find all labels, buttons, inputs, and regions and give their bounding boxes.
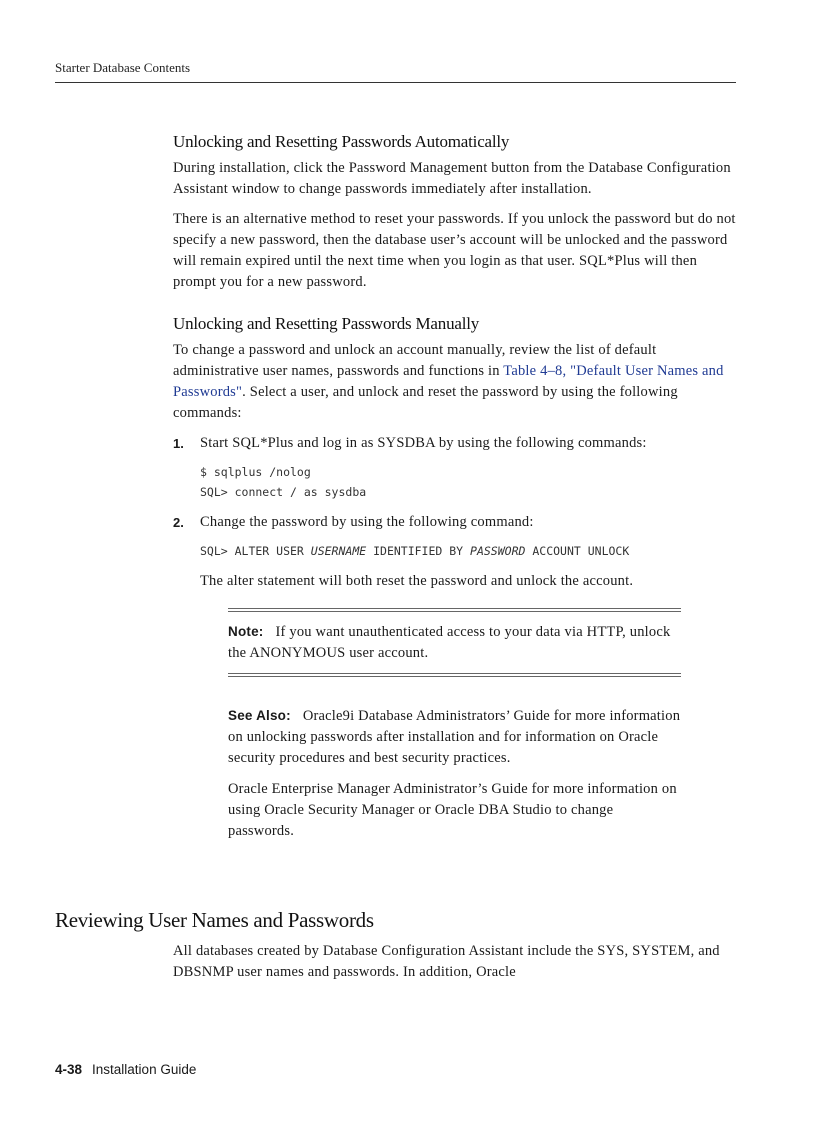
step-2-explanation: The alter statement will both reset the password and unlock the account. — [200, 573, 634, 589]
note-label: Note: — [228, 624, 264, 639]
header-divider — [55, 82, 736, 83]
main-content — [173, 132, 738, 852]
section-heading-automatic: Unlocking and Resetting Passwords Automatically — [173, 132, 510, 151]
note-body — [228, 612, 681, 673]
code-fragment: ACCOUNT UNLOCK — [525, 544, 630, 558]
note-box — [228, 608, 681, 677]
book-title: Installation Guide — [92, 1062, 197, 1077]
step-number: 2. — [173, 515, 184, 530]
page-footer — [55, 1062, 196, 1077]
step-text: Change the password by using the following command: — [200, 514, 534, 530]
running-header: Starter Database Contents — [55, 60, 191, 75]
paragraph-manual — [173, 340, 738, 424]
page-number: 4-38 — [55, 1062, 83, 1077]
section-heading-manual: Unlocking and Resetting Passwords Manually — [173, 314, 480, 333]
step-number: 1. — [173, 436, 184, 451]
see-also-text-1: Oracle9i Database Administrators’ Guide for more information on unlocking passwords after installation and for information on Oracle security procedures and best security practices. — [228, 708, 681, 766]
paragraph-automatic-2: There is an alternative method to reset your passwords. If you unlock the password but do not specify a new password, then the database user’s account will be unlocked and the password will remain expired until the next time when you login as that user. SQL*Plus will then prompt you for a new password. — [173, 211, 736, 290]
code-fragment: IDENTIFIED BY — [366, 544, 471, 558]
code-line: $ sqlplus /nolog — [200, 465, 311, 479]
code-block-login — [200, 462, 738, 502]
code-line: SQL> connect / as sysdba — [200, 485, 367, 499]
step-2 — [173, 512, 738, 842]
paragraph-automatic-1: During installation, click the Password Management button from the Database Configuration Assistant window to change passwords immediately after installation. — [173, 160, 731, 197]
code-placeholder-password: PASSWORD — [470, 544, 526, 558]
see-also-para-2: Oracle Enterprise Manager Administrator’s Guide for more information on using Oracle Security Manager or Oracle DBA Studio to change passwords. — [228, 781, 677, 839]
see-also-label: See Also: — [228, 708, 291, 723]
reviewing-content — [173, 941, 738, 992]
code-fragment: SQL> ALTER USER — [200, 544, 311, 558]
note-bottom-rule — [228, 673, 681, 677]
table-cross-reference-link[interactable]: Table 4–8, "Default User Names and Passwords" — [173, 363, 724, 400]
section-heading-reviewing: Reviewing User Names and Passwords — [55, 908, 374, 932]
paragraph-reviewing: All databases created by Database Configuration Assistant include the SYS, SYSTEM, and DBSNMP user names and passwords. In addition, Oracle — [173, 943, 720, 980]
paragraph-manual-pre: To change a password and unlock an account manually, review the list of default administrative user names, passwords and functions in — [173, 342, 657, 379]
see-also-para-1 — [228, 705, 681, 769]
spacer — [173, 302, 738, 314]
step-text: Start SQL*Plus and log in as SYSDBA by using the following commands: — [200, 435, 647, 451]
note-text: If you want unauthenticated access to your data via HTTP, unlock the ANONYMOUS user account. — [228, 624, 671, 661]
code-block-alter — [200, 541, 738, 561]
step-1 — [173, 433, 738, 502]
code-placeholder-username: USERNAME — [310, 544, 367, 558]
paragraph-manual-post: . Select a user, and unlock and reset the password by using the following commands: — [173, 384, 678, 421]
see-also-box — [228, 705, 681, 842]
